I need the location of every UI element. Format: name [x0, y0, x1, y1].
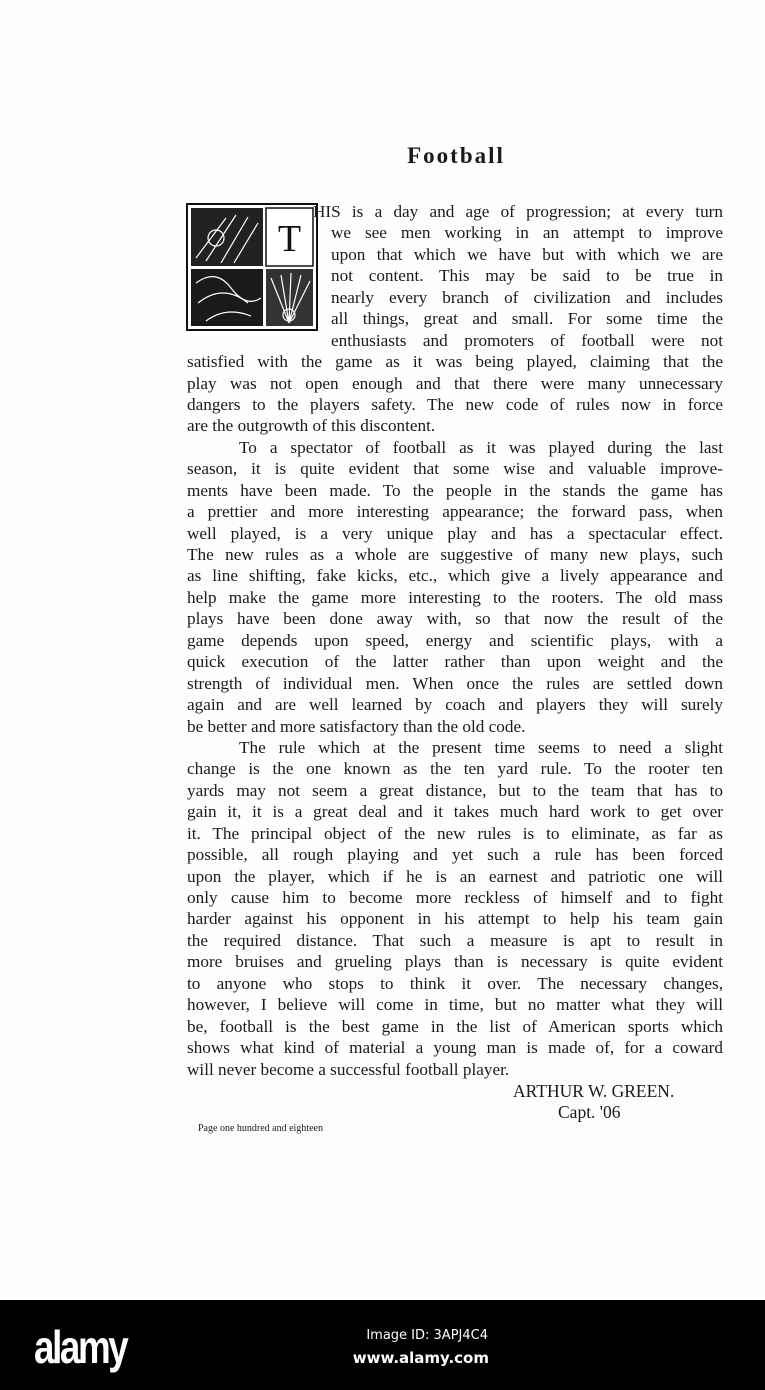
- text-line: yards may not seem a great distance, but to the team that has to: [187, 780, 723, 800]
- text-line: plays have been done away with, so that now the result of the: [187, 609, 723, 629]
- alamy-logo: alamy: [34, 1321, 127, 1373]
- text-line: season, it is quite evident that some wise and valuable improve-: [187, 459, 723, 479]
- text-line: well played, is a very unique play and has a spectacular effect.: [187, 523, 723, 543]
- watermark-bar: [0, 1300, 765, 1390]
- text-line: harder against his opponent in his attempt to help his team gain: [187, 909, 723, 929]
- text-line: To a spectator of football as it was played during the last: [239, 437, 723, 457]
- text-line: enthusiasts and promoters of football were not: [331, 330, 723, 350]
- text-line: however, I believe will come in time, but no matter what they will: [187, 995, 723, 1015]
- text-line: as line shifting, fake kicks, etc., which give a lively appearance and: [187, 566, 723, 586]
- text-line: upon the player, which if he is an earnest and patriotic one will: [187, 866, 723, 886]
- text-line: to anyone who stops to think it over. The necessary changes,: [187, 973, 723, 993]
- text-line: The rule which at the present time seems to need a slight: [239, 737, 723, 757]
- text-line: shows what kind of material a young man is made of, for a coward: [187, 1038, 723, 1058]
- text-line: ments have been made. To the people in the stands the game has: [187, 480, 723, 500]
- text-line: are the outgrowth of this discontent.: [187, 416, 436, 436]
- text-line: gain it, it is a great deal and it takes much hard work to get over: [187, 802, 723, 822]
- text-line: will never become a successful football player.: [187, 1059, 510, 1079]
- text-line: satisfied with the game as it was being played, claiming that the: [187, 352, 723, 372]
- text-line: upon that which we have but with which we are: [331, 244, 723, 264]
- page-title: Football: [407, 143, 505, 168]
- article-body: [187, 201, 723, 1080]
- text-line: The new rules as a whole are suggestive of many new plays, such: [187, 545, 723, 564]
- drop-cap-letter: T: [277, 218, 302, 260]
- text-line: it. The principal object of the new rules is to eliminate, as far as: [187, 823, 723, 843]
- text-line: change is the one known as the ten yard rule. To the rooter ten: [187, 759, 723, 779]
- text-line: quick execution of the latter rather than upon weight and the: [187, 652, 723, 672]
- author-name: ARTHUR W. GREEN.: [513, 1081, 675, 1101]
- text-line: possible, all rough playing and yet such a rule has been forced: [187, 845, 723, 865]
- image-id: Image ID: 3APJ4C4: [366, 1328, 488, 1343]
- text-line: we see men working in an attempt to improve: [331, 223, 723, 243]
- text-line: game depends upon speed, energy and scientific plays, with a: [187, 630, 723, 650]
- text-line: all things, great and small. For some time the: [331, 309, 723, 329]
- page-number-footer: Page one hundred and eighteen: [198, 1123, 323, 1134]
- text-line: only cause him to become more reckless of himself and to fight: [187, 888, 723, 907]
- text-line: be, football is the best game in the list of American sports which: [187, 1016, 723, 1036]
- text-line: be better and more satisfactory than the old code.: [187, 716, 526, 736]
- text-line: the required distance. That such a measure is apt to result in: [187, 930, 723, 950]
- text-line: not content. This may be said to be true in: [331, 266, 723, 286]
- text-line: nearly every branch of civilization and includes: [331, 287, 723, 307]
- text-line: a prettier and more interesting appearance; the forward pass, when: [187, 502, 723, 522]
- text-line: dangers to the players safety. The new code of rules now in force: [187, 394, 723, 414]
- watermark-url: www.alamy.com: [352, 1349, 489, 1367]
- text-line: strength of individual men. When once the rules are settled down: [187, 673, 723, 693]
- text-line: more bruises and grueling plays than is necessary is quite evident: [187, 952, 723, 972]
- text-line: play was not open enough and that there were many unnecessary: [187, 373, 723, 393]
- text-line: help make the game more interesting to the rooters. The old mass: [187, 587, 723, 607]
- author-title: Capt. '06: [558, 1102, 621, 1122]
- text-line: again and are well learned by coach and players they will surely: [187, 695, 723, 715]
- text-line: HIS is a day and age of progression; at every turn: [313, 202, 723, 221]
